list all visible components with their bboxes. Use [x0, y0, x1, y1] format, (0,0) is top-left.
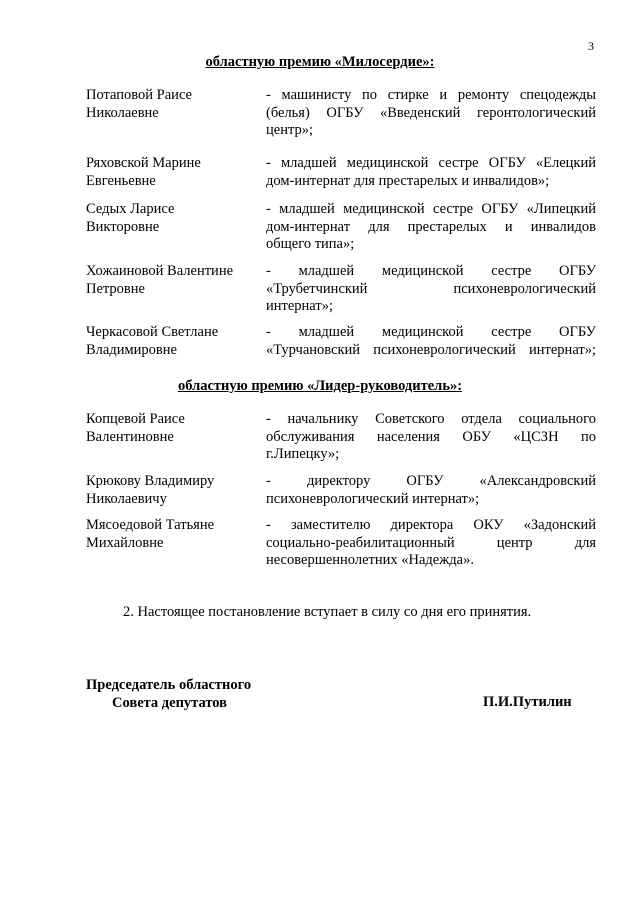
person-name: Хожаиновой Валентине Петровне — [86, 263, 234, 297]
page-number: 3 — [588, 39, 594, 53]
person-position: - начальнику Советского отдела социального обслуживания населения ОБУ «ЦСЗН по г.Липецку»; — [266, 411, 596, 462]
person-name: Черкасовой Светлане Владимировне — [86, 324, 219, 358]
person-position: - младшей медицинской сестре ОГБУ «Турчановский психоневрологический интернат»; — [266, 324, 596, 358]
person-name: Мясоедовой Татьяне Михайловне — [86, 517, 215, 551]
person-name: Крюкову Владимиру Николаевичу — [86, 473, 215, 507]
signatory-position-line2: Совета депутатов — [112, 694, 228, 711]
person-position: - младшей медицинской сестре ОГБУ «Трубетчинский психоневрологический интернат»; — [266, 263, 596, 314]
person-name: Седых Ларисе Викторовне — [86, 201, 175, 235]
person-name: Копцевой Раисе Валентиновне — [86, 411, 185, 445]
signatory-name: П.И.Путилин — [483, 694, 572, 710]
person-name: Потаповой Раисе Николаевне — [86, 87, 192, 121]
signatory-position — [86, 677, 251, 712]
person-position: - младшей медицинской сестре ОГБУ «Липецкий дом-интернат для престарелых и инвалидов общего типа»; — [266, 201, 596, 252]
effective-date-paragraph: 2. Настоящее постановление вступает в силу со дня его принятия. — [123, 604, 532, 620]
person-position: - младшей медицинской сестре ОГБУ «Елецкий дом-интернат для престарелых и инвалидов»; — [266, 155, 596, 189]
section-title-leader: областную премию «Лидер-руководитель»: — [177, 378, 463, 394]
section-title-mercy: областную премию «Милосердие»: — [205, 54, 435, 70]
person-position: - заместителю директора ОКУ «Задонский социально-реабилитационный центр для несовершеннолетних «Надежда». — [266, 517, 596, 568]
person-position: - машинисту по стирке и ремонту спецодежды (белья) ОГБУ «Введенский геронтологический центр»; — [266, 87, 596, 138]
signatory-position-line1: Председатель областного — [86, 677, 252, 693]
person-name: Ряховской Марине Евгеньевне — [86, 155, 201, 189]
person-position: - директору ОГБУ «Александровский психоневрологический интернат»; — [266, 473, 596, 507]
